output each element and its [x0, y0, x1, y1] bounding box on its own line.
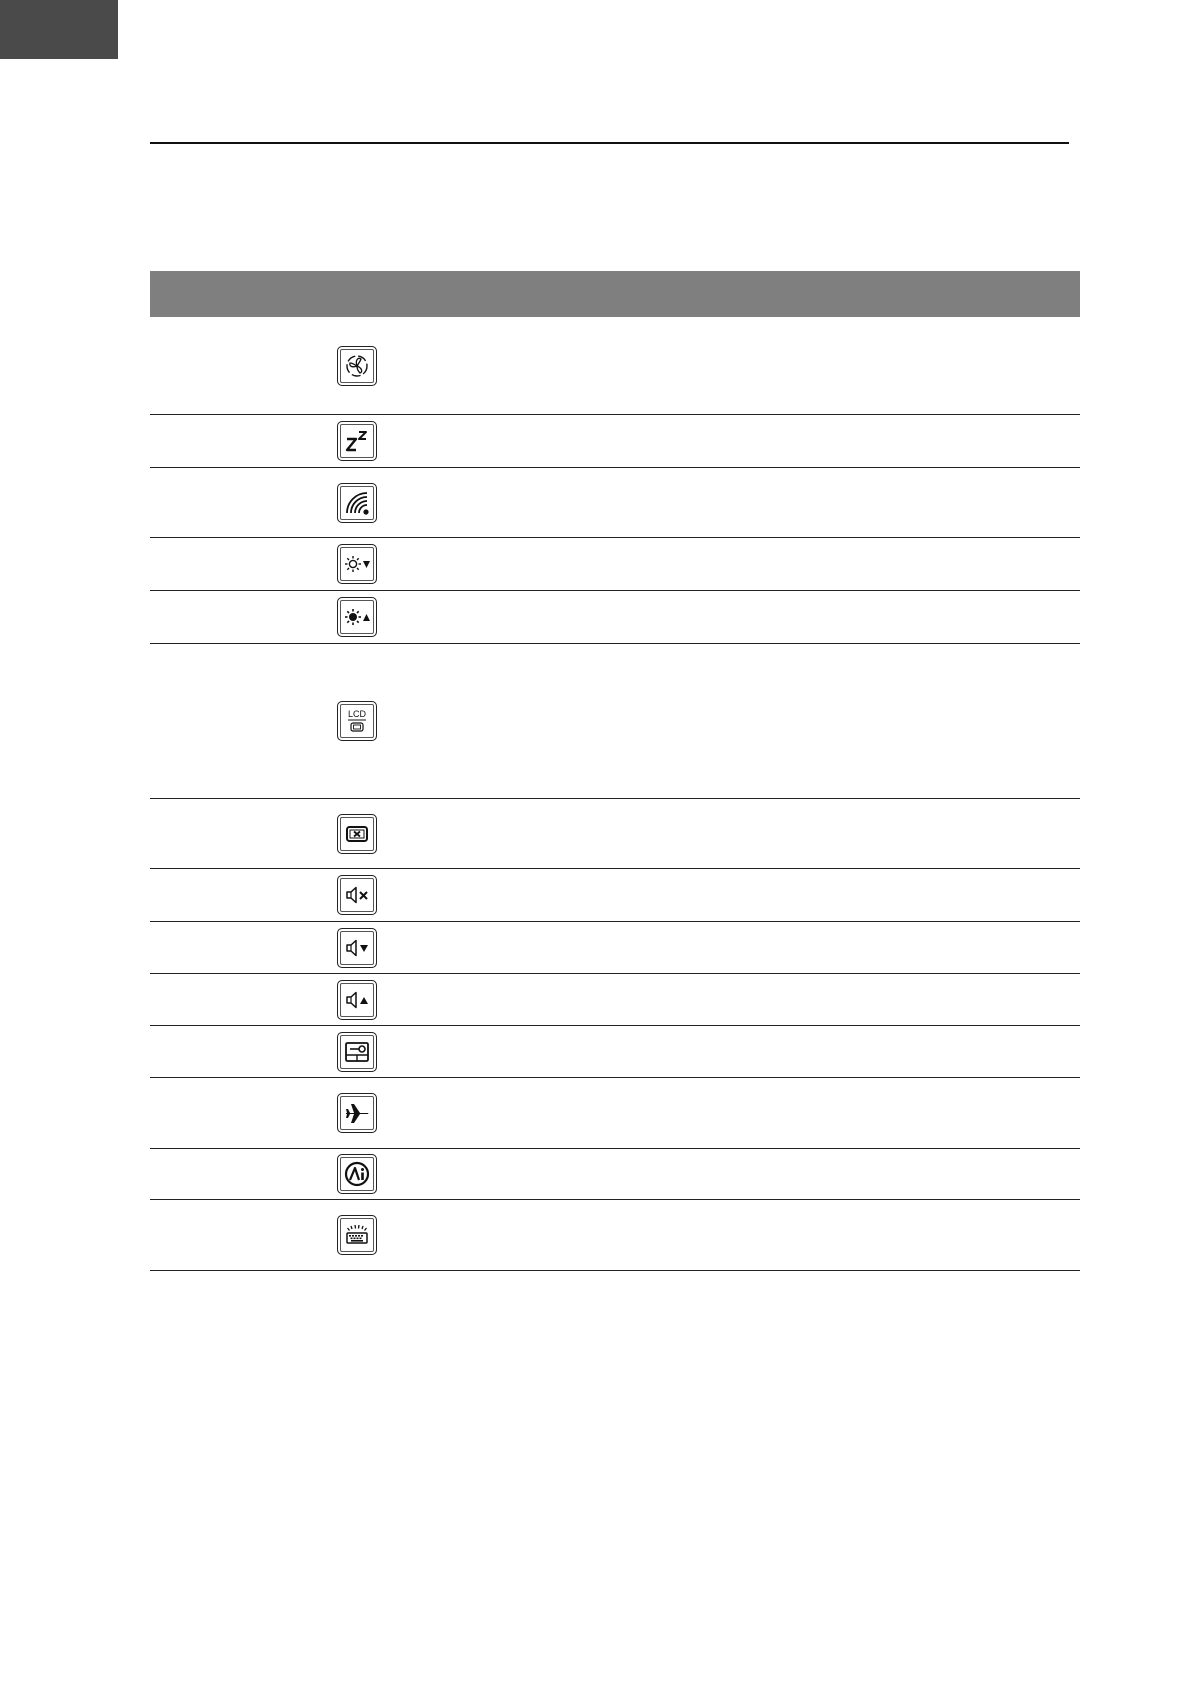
sleep-icon — [342, 426, 372, 456]
keyboard-backlight-icon — [342, 1220, 372, 1250]
airplane-mode-icon — [342, 1098, 372, 1128]
table-row — [150, 799, 1080, 869]
volume-up-key — [337, 980, 377, 1020]
table-row — [150, 538, 1080, 591]
table-row — [150, 1200, 1080, 1271]
wireless-icon — [342, 488, 372, 518]
sleep-key — [337, 421, 377, 461]
table-header — [150, 271, 1080, 317]
keyboard-backlight-key — [337, 1215, 377, 1255]
table-row — [150, 591, 1080, 644]
table-row — [150, 317, 1080, 415]
brightness-down-key — [337, 544, 377, 584]
table-row — [150, 1149, 1080, 1200]
table-row — [150, 468, 1080, 538]
brightness-up-key — [337, 597, 377, 637]
touchpad-toggle-icon — [342, 1037, 372, 1067]
volume-down-key — [337, 928, 377, 968]
display-off-key — [337, 814, 377, 854]
mute-key — [337, 875, 377, 915]
table-row — [150, 644, 1080, 799]
corner-tab — [0, 0, 118, 59]
fan-key — [337, 346, 377, 386]
fan-icon — [342, 351, 372, 381]
table-row — [150, 1026, 1080, 1078]
table-row — [150, 974, 1080, 1026]
brightness-up-icon — [342, 602, 372, 632]
lcd-display-key — [337, 701, 377, 741]
airplane-mode-key — [337, 1093, 377, 1133]
top-rule — [150, 142, 1069, 144]
volume-up-icon — [342, 985, 372, 1015]
brightness-down-icon — [342, 549, 372, 579]
hotkey-table — [150, 271, 1080, 1271]
wireless-key — [337, 483, 377, 523]
table-row — [150, 922, 1080, 974]
table-row — [150, 415, 1080, 468]
volume-down-icon — [342, 933, 372, 963]
touchpad-toggle-key — [337, 1032, 377, 1072]
svg-text:LCD: LCD — [347, 709, 367, 719]
ai-icon — [342, 1159, 372, 1189]
mute-icon — [342, 880, 372, 910]
display-off-icon — [342, 819, 372, 849]
lcd-display-icon — [342, 706, 372, 736]
ai-key — [337, 1154, 377, 1194]
table-row — [150, 869, 1080, 922]
table-row — [150, 1078, 1080, 1149]
